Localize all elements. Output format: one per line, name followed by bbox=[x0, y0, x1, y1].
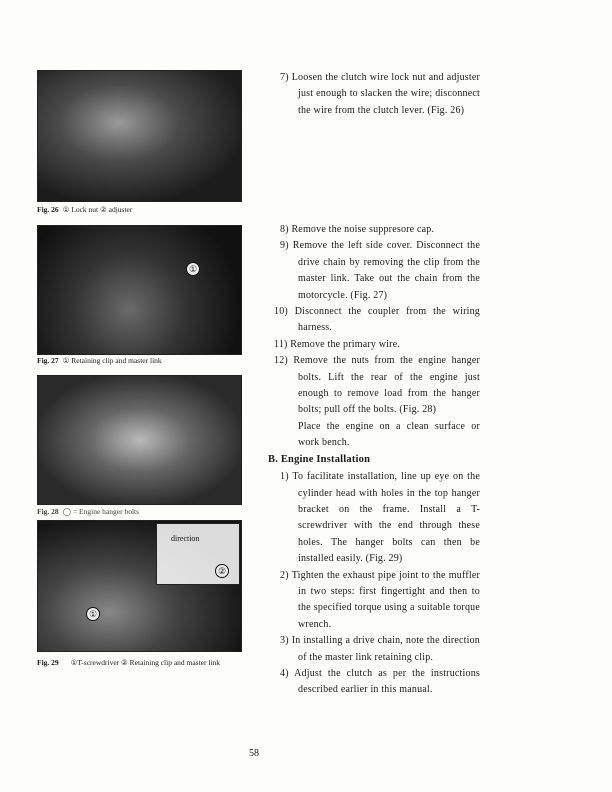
callout-1: ① bbox=[86, 607, 100, 621]
callout-1: ① bbox=[186, 262, 200, 276]
text-column bbox=[268, 70, 481, 699]
installation-steps: 2) Tighten the exhaust pipe joint to the muffler in two steps: first fingertight and then to the specified torque using a suitable torque wrench. 3) In installing a drive chain, note the direction of the master link retaining clip. 4) Adjust the clutch as per the instructions described earlier in this manual. bbox=[280, 569, 480, 696]
fig-28-photo bbox=[37, 375, 242, 505]
page-number: 58 bbox=[249, 748, 259, 759]
fig-26-caption: Fig. 26 ① Lock nut ② adjuster bbox=[37, 205, 133, 214]
step-7: 7) Loosen the clutch wire lock nut and adjuster just enough to slacken the wire; disconnect the wire from the clutch lever. (Fig. 26) bbox=[280, 72, 481, 116]
section-b: B. Engine Installation 1) To facilitate installation, line up eye on the cylinder head with holes in the top hanger bracket on the frame. Install a T-screwdriver with the end through these holes. The hanger bolts can then be installed easily. (Fig. 29) bbox=[268, 453, 480, 565]
removal-steps: 8) Remove the noise suppresore cap. 9) Remove the left side cover. Disconnect the drive chain by removing the clip from the master link. Take out the chain from the motorcycle. (Fig. 27) 10) Disconnect the coupler from the wiring harness. 11) Remove the primary wire. 12) Remove the nuts from the engine hanger bolts. Lift the rear of the engine just enough to remove load from the hanger bolts; pull off the bolts. (Fig. 28) Place the engine on a clean surface or work bench. bbox=[274, 224, 481, 449]
fig-27-photo bbox=[37, 225, 242, 355]
fig-28-caption: Fig. 28 ◯ = Engine hanger bolts bbox=[37, 507, 140, 516]
fig-29-caption: Fig. 29 ①T-screwdriver ② Retaining clip and master link bbox=[37, 658, 221, 667]
fig-27-caption: Fig. 27 ① Retaining clip and master link bbox=[37, 356, 162, 365]
fig-29-photo bbox=[37, 520, 242, 652]
direction-callout bbox=[156, 523, 240, 585]
callout-2: ② bbox=[215, 564, 229, 578]
direction-label: direction bbox=[171, 534, 200, 543]
fig-26-photo bbox=[37, 70, 242, 202]
section-heading: B. Engine Installation bbox=[268, 453, 371, 465]
